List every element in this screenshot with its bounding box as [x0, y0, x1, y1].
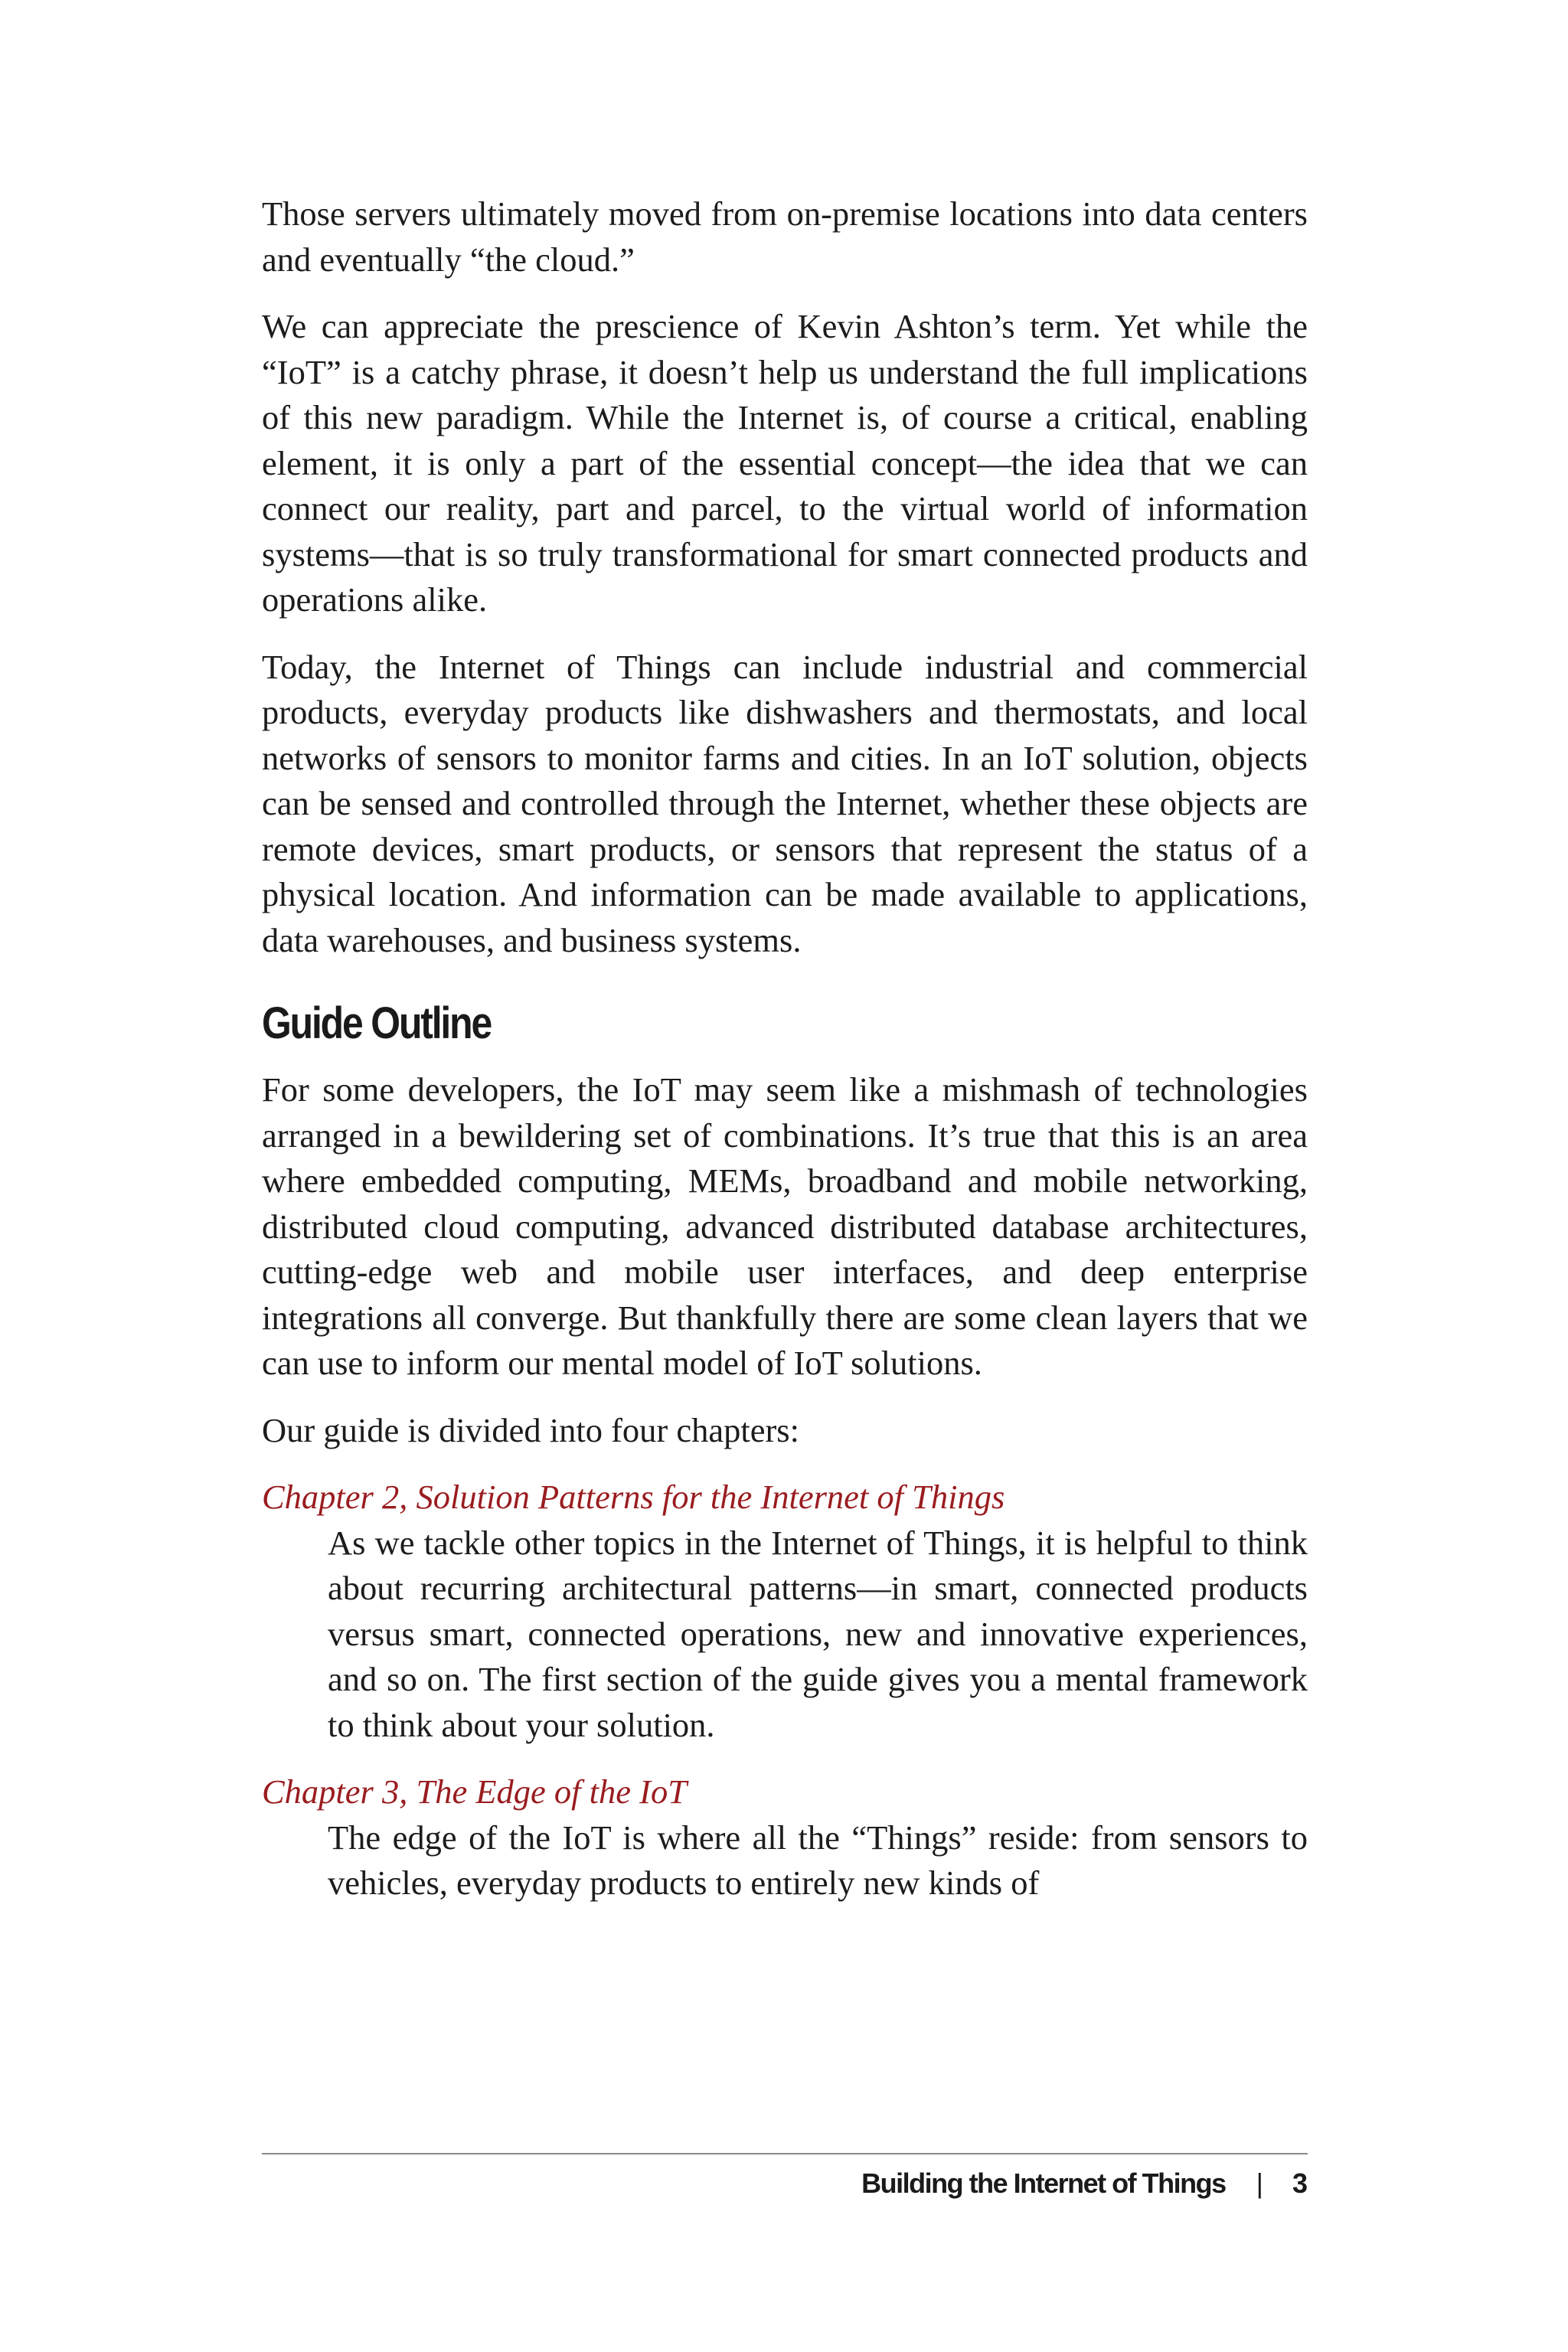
footer-book-title: Building the Internet of Things	[861, 2167, 1226, 2199]
section-heading: Guide Outline	[262, 998, 492, 1048]
text-column	[262, 191, 1308, 1928]
body-paragraph: We can appreciate the prescience of Kevin Ashton’s term. Yet while the “IoT” is a catchy phrase, it doesn’t help us understand the full implications of this new paradigm. While the Internet is, of course a critical, enabling element, it is only a part of the essential concept—the idea that we can connect our reality, part and parcel, to the virtual world of information systems—that is so truly transformational for smart connected products and operations alike.	[262, 307, 1308, 619]
footer-divider	[262, 2153, 1308, 2154]
body-paragraph: Those servers ultimately moved from on-premise locations into data centers and eventually “the cloud.”	[262, 194, 1308, 279]
running-footer	[861, 2165, 1308, 2202]
body-paragraph: Our guide is divided into four chapters:	[262, 1410, 799, 1449]
chapter-description: The edge of the IoT is where all the “Things” reside: from sensors to vehicles, everyday products to entirely new kinds of	[328, 1818, 1308, 1902]
chapter-link[interactable]: Chapter 3, The Edge of the IoT	[262, 1772, 687, 1811]
chapter-list	[262, 1475, 1308, 1906]
chapter-link[interactable]: Chapter 2, Solution Patterns for the Internet of Things	[262, 1478, 1005, 1516]
chapter-description: As we tackle other topics in the Internet of Things, it is helpful to think about recurring architectural patterns—in smart, connected products versus smart, connected operations, new and innovative experiences, and so on. The first section of the guide gives you a mental framework to think about your solution.	[328, 1523, 1308, 1744]
body-paragraph: For some developers, the IoT may seem like a mishmash of technologies arranged in a bewildering set of combinations. It’s true that this is an area where embedded computing, MEMs, broadband and mobile networking, distributed cloud computing, advanced distributed database architectures, cutting-edge web and mobile user interfaces, and deep enterprise integrations all converge. But thankfully there are some clean layers that we can use to inform our mental model of IoT solutions.	[262, 1070, 1308, 1382]
footer-separator: |	[1256, 2167, 1263, 2199]
body-paragraph: Today, the Internet of Things can include industrial and commercial products, everyday products like dishwashers and thermostats, and local networks of sensors to monitor farms and cities. In an IoT solution, objects can be sensed and controlled through the Internet, whether these objects are remote devices, smart products, or sensors that represent the status of a physical location. And information can be made available to applications, data warehouses, and business systems.	[262, 647, 1308, 959]
page-number: 3	[1292, 2167, 1308, 2199]
